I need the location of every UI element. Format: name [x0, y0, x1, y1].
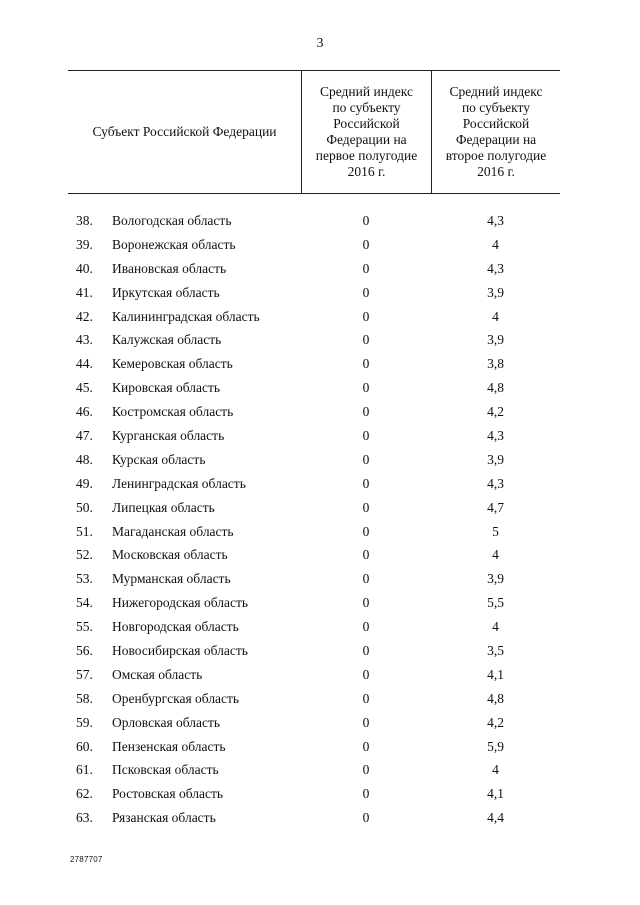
table-row: [0, 758, 640, 782]
header-second-half-cell: [431, 71, 560, 193]
table-row: [0, 687, 640, 711]
row-first-half-value: 0: [362, 260, 370, 276]
table-row: [0, 782, 640, 806]
table-row: [0, 233, 640, 257]
row-second-half-value: 4,1: [487, 666, 504, 682]
table-row: [0, 663, 640, 687]
row-number: 38.: [76, 213, 93, 228]
row-subject-name: Калужская область: [112, 332, 222, 348]
row-subject-name: Ивановская область: [112, 260, 227, 276]
table-row: [0, 520, 640, 544]
table-row: [0, 400, 640, 424]
row-second-half-value: 4: [492, 619, 499, 635]
row-subject-name: Рязанская область: [112, 810, 216, 826]
table-row: [0, 448, 640, 472]
row-second-half-value: 3,9: [487, 332, 504, 348]
table-row: [0, 281, 640, 305]
row-second-half-value: 3,5: [487, 643, 504, 659]
table-row: [0, 328, 640, 352]
row-first-half-value: 0: [362, 619, 370, 635]
row-first-half-value: 0: [362, 762, 370, 778]
header-first-half-cell: [301, 71, 431, 193]
row-number: 57.: [76, 666, 93, 682]
table-row: [0, 639, 640, 663]
row-second-half-value: 4,3: [487, 213, 504, 228]
row-number: 59.: [76, 714, 93, 730]
row-number: 49.: [76, 475, 93, 491]
row-number: 56.: [76, 643, 93, 659]
row-first-half-value: 0: [362, 547, 370, 563]
row-subject-name: Псковская область: [112, 762, 219, 778]
table-row: [0, 806, 640, 830]
row-second-half-value: 4: [492, 308, 499, 324]
row-first-half-value: 0: [362, 714, 370, 730]
header-subject-cell: [68, 71, 301, 193]
row-number: 58.: [76, 690, 93, 706]
row-subject-name: Курганская область: [112, 428, 225, 444]
row-number: 50.: [76, 499, 93, 515]
row-subject-name: Орловская область: [112, 714, 221, 730]
row-number: 55.: [76, 619, 93, 635]
table-row: [0, 472, 640, 496]
row-number: 62.: [76, 786, 93, 802]
row-number: 53.: [76, 571, 93, 587]
row-subject-name: Новосибирская область: [112, 643, 248, 659]
row-second-half-value: 4: [492, 547, 499, 563]
row-second-half-value: 4: [492, 236, 499, 252]
row-second-half-value: 3,9: [487, 571, 504, 587]
row-number: 54.: [76, 595, 93, 611]
row-number: 42.: [76, 308, 93, 324]
row-number: 60.: [76, 738, 93, 754]
table-row: [0, 257, 640, 281]
row-second-half-value: 4,3: [487, 475, 504, 491]
row-subject-name: Кемеровская область: [112, 356, 233, 372]
row-second-half-value: 3,8: [487, 356, 504, 372]
table-row: [0, 591, 640, 615]
table-row: [0, 209, 640, 233]
row-first-half-value: 0: [362, 666, 370, 682]
row-subject-name: Курская область: [112, 451, 206, 467]
row-number: 45.: [76, 380, 93, 396]
row-subject-name: Новгородская область: [112, 619, 239, 635]
row-subject-name: Калининградская область: [112, 308, 260, 324]
row-subject-name: Ростовская область: [112, 786, 223, 802]
row-subject-name: Липецкая область: [112, 499, 215, 515]
row-first-half-value: 0: [362, 499, 370, 515]
document-code: 2787707: [70, 855, 103, 864]
row-subject-name: Омская область: [112, 666, 203, 682]
row-number: 39.: [76, 236, 93, 252]
row-subject-name: Московская область: [112, 547, 228, 563]
row-subject-name: Кировская область: [112, 380, 221, 396]
table-row: [0, 352, 640, 376]
row-number: 43.: [76, 332, 93, 348]
row-first-half-value: 0: [362, 404, 370, 420]
row-subject-name: Ленинградская область: [112, 475, 246, 491]
row-number: 44.: [76, 356, 93, 372]
row-first-half-value: 0: [362, 213, 370, 228]
row-second-half-value: 3,9: [487, 284, 504, 300]
row-first-half-value: 0: [362, 595, 370, 611]
header-subject-label: Субъект Российской Федерации: [92, 124, 277, 139]
row-second-half-value: 5,5: [487, 595, 504, 611]
row-subject-name: Мурманская область: [112, 571, 231, 587]
row-first-half-value: 0: [362, 690, 370, 706]
row-first-half-value: 0: [362, 643, 370, 659]
row-second-half-value: 5: [492, 523, 499, 539]
row-first-half-value: 0: [362, 451, 370, 467]
table-row: [0, 305, 640, 329]
row-number: 52.: [76, 547, 93, 563]
row-first-half-value: 0: [362, 810, 370, 826]
row-second-half-value: 3,9: [487, 451, 504, 467]
row-first-half-value: 0: [362, 475, 370, 491]
row-number: 51.: [76, 523, 93, 539]
row-number: 63.: [76, 810, 93, 826]
table-row: [0, 735, 640, 759]
row-second-half-value: 4,8: [487, 380, 504, 396]
row-first-half-value: 0: [362, 738, 370, 754]
row-number: 41.: [76, 284, 93, 300]
table-row: [0, 567, 640, 591]
row-first-half-value: 0: [362, 356, 370, 372]
row-subject-name: Магаданская область: [112, 523, 234, 539]
row-subject-name: Костромская область: [112, 404, 234, 420]
row-first-half-value: 0: [362, 308, 370, 324]
row-second-half-value: 4,3: [487, 260, 504, 276]
row-second-half-value: 4,8: [487, 690, 504, 706]
row-first-half-value: 0: [362, 571, 370, 587]
table-row: [0, 543, 640, 567]
row-number: 48.: [76, 451, 93, 467]
row-subject-name: Иркутская область: [112, 284, 220, 300]
row-first-half-value: 0: [362, 236, 370, 252]
row-second-half-value: 4,7: [487, 499, 504, 515]
row-second-half-value: 4,1: [487, 786, 504, 802]
table-body: [0, 209, 640, 830]
row-number: 46.: [76, 404, 93, 420]
row-subject-name: Пензенская область: [112, 738, 226, 754]
table-row: [0, 376, 640, 400]
page-number: 3: [316, 36, 324, 51]
row-second-half-value: 4: [492, 762, 499, 778]
table-header: [68, 70, 560, 194]
row-second-half-value: 4,3: [487, 428, 504, 444]
row-subject-name: Воронежская область: [112, 236, 236, 252]
row-first-half-value: 0: [362, 284, 370, 300]
row-first-half-value: 0: [362, 380, 370, 396]
row-first-half-value: 0: [362, 523, 370, 539]
table-row: [0, 711, 640, 735]
row-subject-name: Оренбургская область: [112, 690, 240, 706]
header-second-half-label: Средний индекс по субъекту Российской Федерации на второе полугодие 2016 г.: [445, 84, 547, 179]
row-second-half-value: 5,9: [487, 738, 504, 754]
row-second-half-value: 4,2: [487, 404, 504, 420]
row-number: 61.: [76, 762, 93, 778]
row-second-half-value: 4,2: [487, 714, 504, 730]
row-number: 40.: [76, 260, 93, 276]
row-number: 47.: [76, 428, 93, 444]
row-subject-name: Нижегородская область: [112, 595, 249, 611]
row-first-half-value: 0: [362, 332, 370, 348]
row-first-half-value: 0: [362, 428, 370, 444]
table-row: [0, 424, 640, 448]
header-first-half-label: Средний индекс по субъекту Российской Федерации на первое полугодие 2016 г.: [315, 84, 418, 179]
table-row: [0, 496, 640, 520]
row-subject-name: Вологодская область: [112, 213, 232, 228]
row-second-half-value: 4,4: [487, 810, 504, 826]
row-first-half-value: 0: [362, 786, 370, 802]
table-row: [0, 615, 640, 639]
